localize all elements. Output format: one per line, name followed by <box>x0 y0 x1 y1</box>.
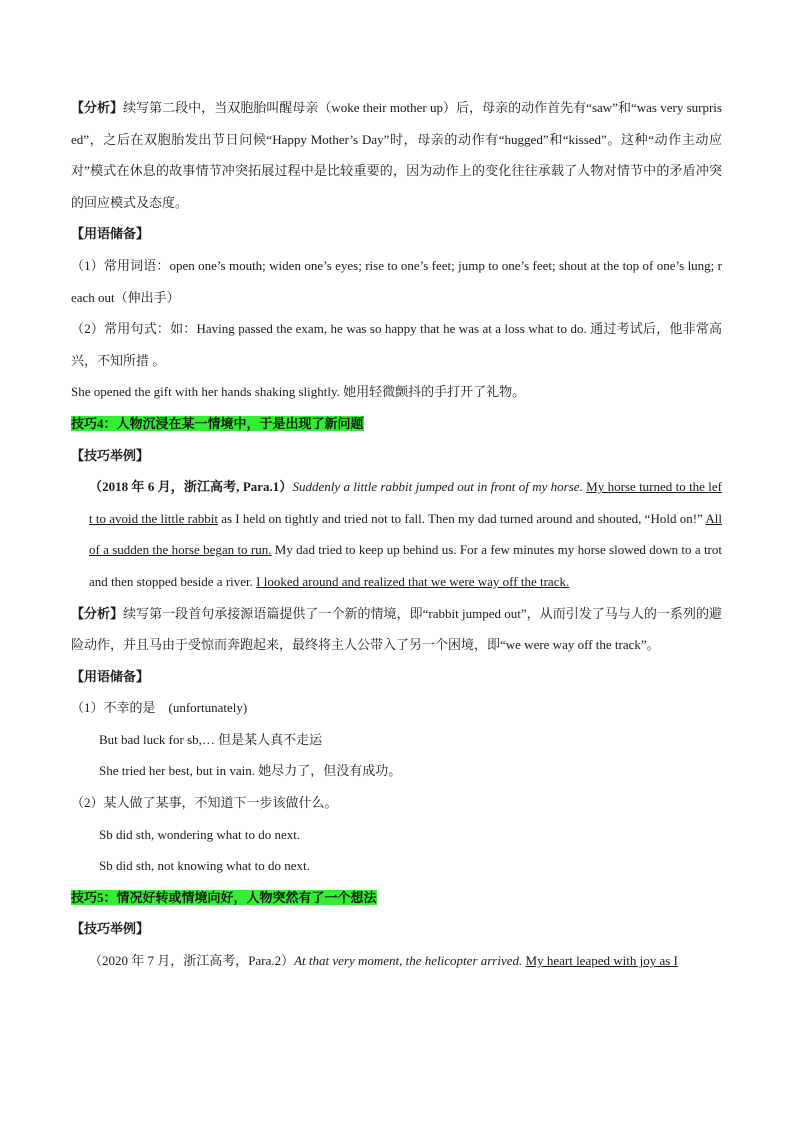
analysis-text: 续写第一段首句承接源语篇提供了一个新的情境，即“rabbit jumped out”，从而引发了马与人的一系列的避险动作，并且马由于受惊而奔跑起来，最终将主人公带入了另一个困境，即“we were way off the track”。 <box>71 605 722 653</box>
example-source: （2018 年 6 月，浙江高考, Para.1） <box>89 479 293 495</box>
document-page <box>71 92 722 977</box>
tip-5-heading <box>71 882 722 914</box>
phrase-line: She tried her best, but in vain. 她尽力了，但没有成功。 <box>99 763 402 779</box>
example-4-paragraph <box>71 471 722 597</box>
example-sentence: as I held on tightly and tried not to fall. Then my dad turned around and shouted, “Hold on!” <box>217 510 706 526</box>
phrase-line: Sb did sth, not knowing what to do next. <box>99 858 310 874</box>
tip-example-heading: 【技巧举例】 <box>71 447 150 463</box>
analysis-label: 【分析】 <box>71 605 124 621</box>
example-source: （2020 年 7 月，浙江高考，Para.2） <box>89 953 295 969</box>
example-sentence-underlined: My heart leaped with joy as I <box>525 953 678 969</box>
analysis-paragraph-1 <box>71 92 722 218</box>
example-sentence-underlined: All of a sudden the horse began to run. <box>89 510 722 558</box>
example-sentence-underlined: I looked around and realized that we were way off the track. <box>256 573 570 589</box>
analysis-paragraph-2 <box>71 598 722 661</box>
tip-5-title: 技巧5：情况好转或情境向好，人物突然有了一个想法 <box>71 889 377 905</box>
phrase-item-example: She opened the gift with her hands shaking slightly. 她用轻微颤抖的手打开了礼物。 <box>71 384 526 400</box>
tip-4-heading <box>71 408 722 440</box>
phrase-line: But bad luck for sb,… 但是某人真不走运 <box>99 731 323 747</box>
phrase-item-sentences: （2）常用句式：如：Having passed the exam, he was so happy that he was at a loss what to do. 通过考试后，他非常高兴，不知所措 。 <box>71 321 722 368</box>
example-sentence-italic: At that very moment, the helicopter arrived. <box>294 953 523 969</box>
phrase-reserve-heading: 【用语储备】 <box>71 226 150 242</box>
phrase-reserve-heading: 【用语储备】 <box>71 668 150 684</box>
phrase-subheading: （2）某人做了某事，不知道下一步该做什么。 <box>71 795 338 811</box>
example-5-paragraph <box>71 945 722 977</box>
example-sentence-italic: Suddenly a little rabbit jumped out in front of my horse. <box>292 479 583 495</box>
analysis-label: 【分析】 <box>71 100 124 115</box>
phrase-item-words: （1）常用词语：open one’s mouth; widen one’s eyes; rise to one’s feet; jump to one’s feet; shout at the top of one’s lung; reach out（伸出手） <box>71 257 722 305</box>
tip-4-title: 技巧4：人物沉浸在某一情境中，于是出现了新问题 <box>71 415 364 431</box>
tip-example-heading: 【技巧举例】 <box>71 921 150 937</box>
example-sentence-underlined: My horse turned to the left to avoid the little rabbit <box>89 479 723 526</box>
phrase-subheading: （1）不幸的是 (unfortunately) <box>71 700 248 716</box>
example-sentence: My dad tried to keep up behind us. For a few minutes my horse slowed down to a trot and then stopped beside a river. <box>89 542 722 589</box>
phrase-line: Sb did sth, wondering what to do next. <box>99 826 301 842</box>
analysis-text: 续写第二段中，当双胞胎叫醒母亲（woke their mother up）后，母亲的动作首先有“saw”和“was very surprised”，之后在双胞胎发出节日问候“Happy Mother’s Day”时，母亲的动作有“hugged”和“kissed”。这种“动作主动应对”模式在休息的故事情节冲突拓展过程中是比较重要的，因为动作上的变化往往承载了人物对情节中的矛盾冲突的回应模式及态度。 <box>71 100 722 210</box>
